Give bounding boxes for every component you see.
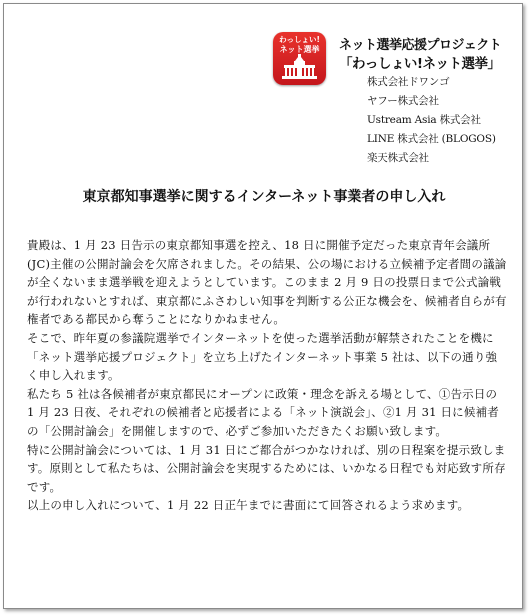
company-dwango: 株式会社ドワンゴ — [367, 76, 450, 88]
paragraph-1: 貴殿は、1 月 23 日告示の東京都知事選を控え、18 日に開催予定だった東京青年会議所(JC)主催の公開討論会を欠席されました。その結果、公の場における立候補予定者間の議論が全くないまま選挙戦を迎えようとしています。このまま 2 月 9 日の投票日まで公式論戦が行われないとすれば、東京都にふさわしい知事を判断する公正な機会を、候補者自らが有権者である都民から奪うことになりかねません。 — [27, 238, 507, 327]
logo-text-top: わっしょい! — [279, 35, 320, 44]
company-ustream: Ustream Asia 株式会社 — [367, 114, 481, 126]
project-name: ネット選挙応援プロジェクト — [339, 38, 502, 53]
document-page — [3, 3, 523, 609]
paragraph-5: 以上の申し入れについて、1 月 22 日正午までに書面にて回答されるよう求めます。 — [27, 498, 470, 513]
company-rakuten: 楽天株式会社 — [367, 152, 429, 164]
company-yahoo: ヤフー株式会社 — [367, 95, 439, 107]
diet-building-icon — [273, 32, 326, 85]
project-nickname: 「わっしょい!ネット選挙」 — [339, 56, 501, 72]
logo-text-bottom: ネット選挙 — [279, 45, 320, 54]
document-title: 東京都知事選挙に関するインターネット事業者の申し入れ — [82, 189, 446, 205]
document-body — [27, 236, 507, 515]
project-logo — [273, 32, 326, 85]
company-line: LINE 株式会社 (BLOGOS) — [367, 133, 496, 145]
paragraph-3: 私たち 5 社は各候補者が東京都民にオープンに政策・理念を訴える場として、①告示日の 1 月 23 日夜、それぞれの候補者と応援者による「ネット演説会」、②1 月 31 日に候補者の「公開討論会」を開催しますので、必ずご参加いただきたくお願い致します。 — [27, 386, 499, 438]
paragraph-4: 特に公開討論会については、1 月 31 日にご都合がつかなければ、別の日程案を提示致します。原則として私たちは、公開討論会を実現するためには、いかなる日程でも対応致す所存です。 — [27, 442, 506, 494]
paragraph-2: そこで、昨年夏の参議院選挙でインターネットを使った選挙活動が解禁されたことを機に「ネット選挙応援プロジェクト」を立ち上げたインターネット事業 5 社は、以下の通り強く申し入れます。 — [27, 330, 498, 383]
